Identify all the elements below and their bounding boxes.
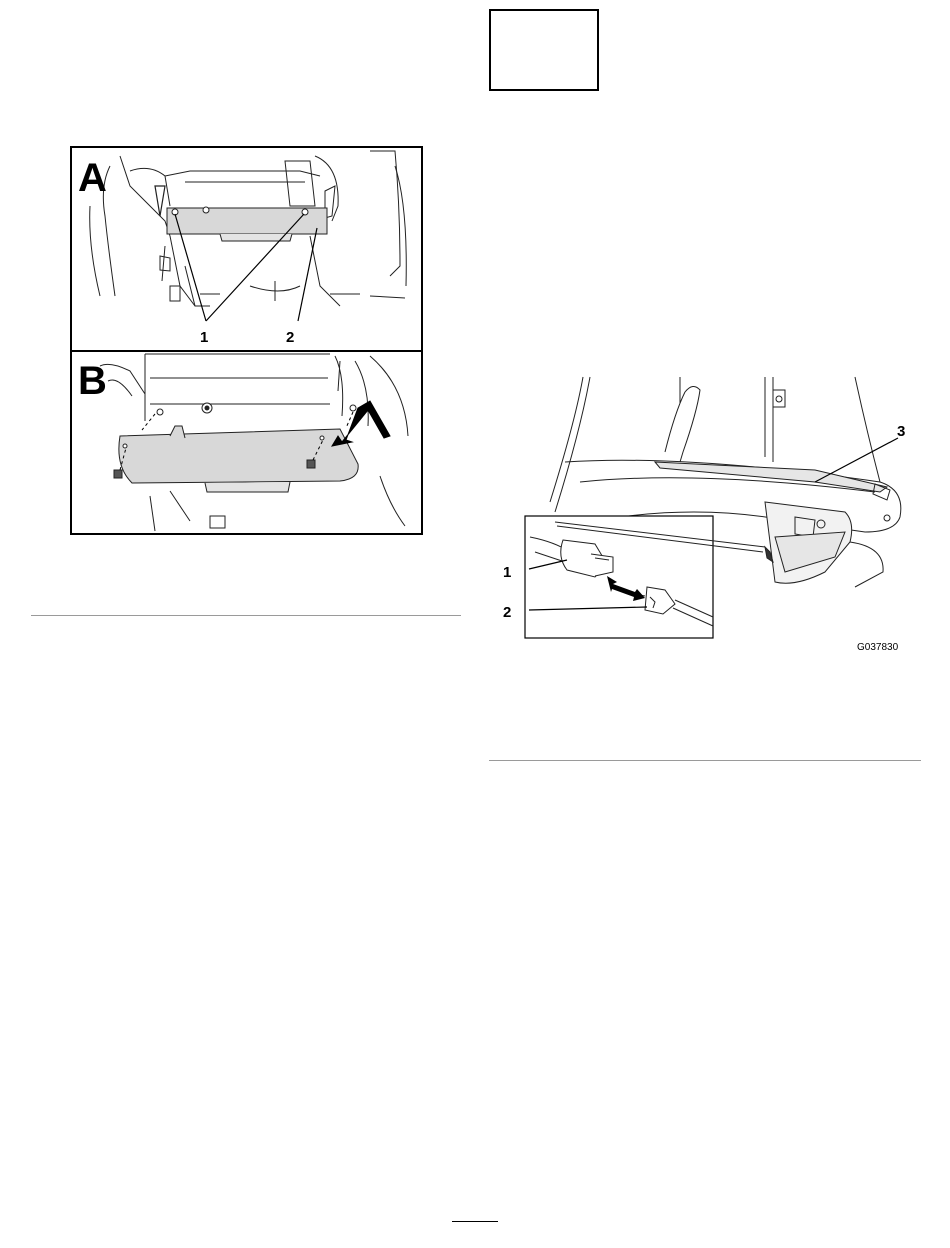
section-rule-right	[489, 760, 921, 761]
right-callout-3: 3	[897, 423, 906, 440]
panel-b-letter: B	[78, 359, 107, 403]
panel-a-letter: A	[78, 156, 107, 200]
right-callout-2: 2	[503, 604, 512, 621]
panel-a-callout-2: 2	[286, 329, 295, 346]
figure-right	[495, 372, 915, 657]
section-rule-left	[31, 615, 461, 616]
right-callout-1: 1	[503, 564, 512, 581]
figure-left	[70, 146, 423, 535]
figure-id: G037830	[857, 642, 899, 653]
page-number-underline	[452, 1221, 498, 1222]
panel-a-callout-1: 1	[200, 329, 209, 346]
empty-label-box	[489, 9, 599, 91]
